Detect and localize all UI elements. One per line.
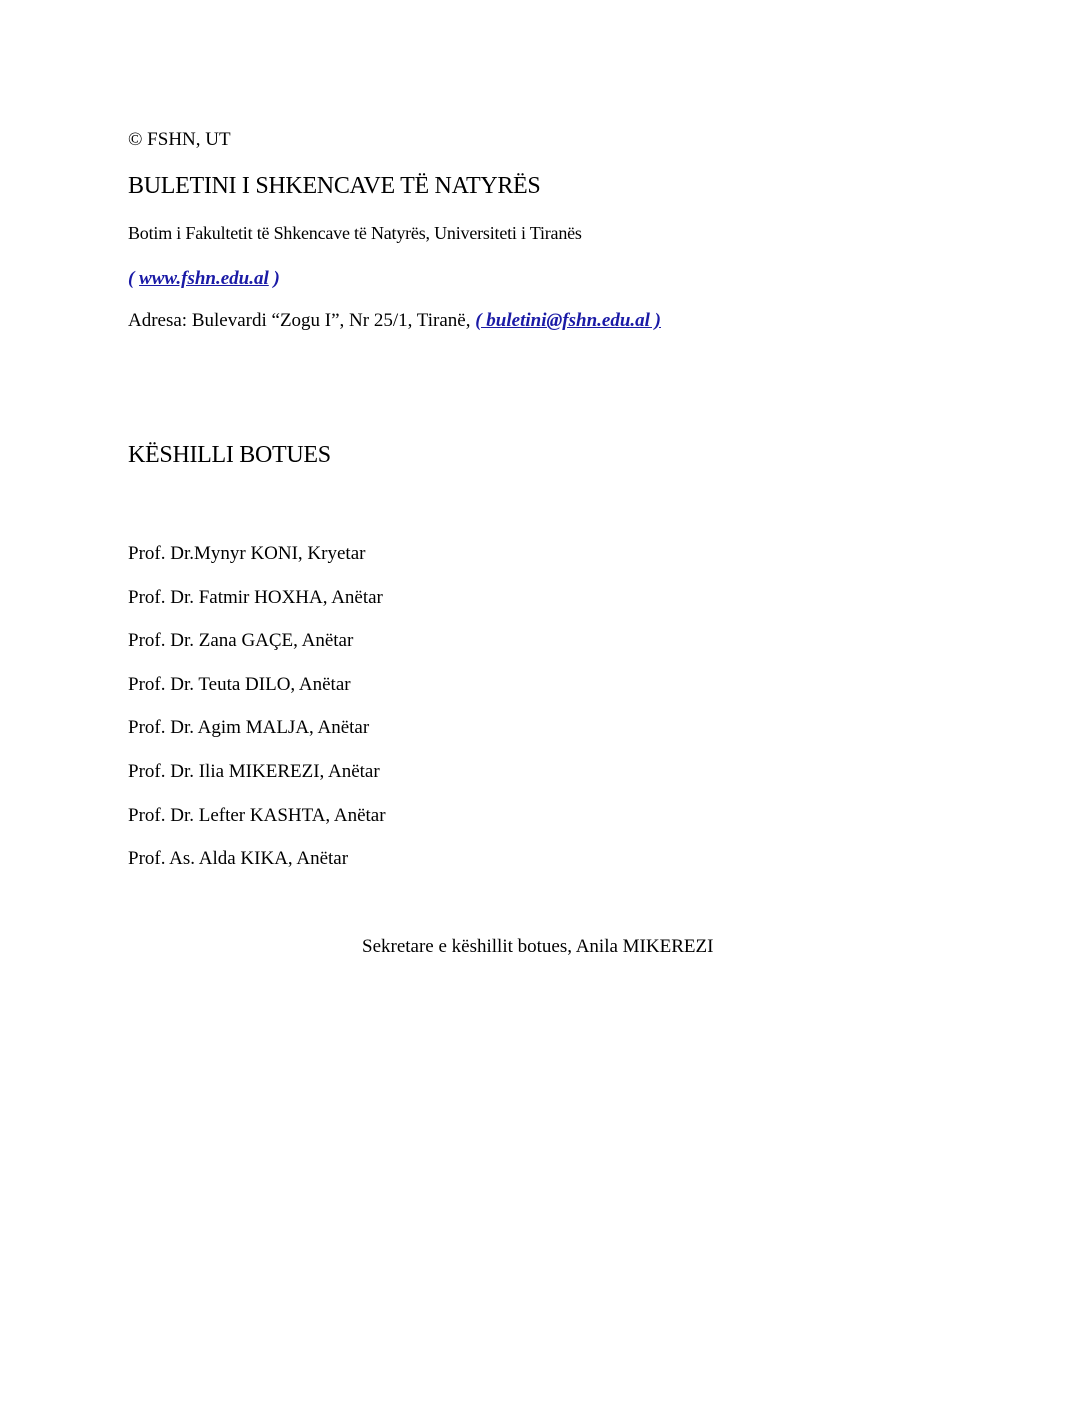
board-secretary: Sekretare e këshillit botues, Anila MIKEREZI <box>362 936 714 957</box>
board-member: Prof. Dr. Fatmir HOXHA, Anëtar <box>128 587 383 608</box>
copyright-notice: © FSHN, UT <box>128 129 231 150</box>
board-member: Prof. Dr. Ilia MIKEREZI, Anëtar <box>128 761 380 782</box>
board-member: Prof. Dr.Mynyr KONI, Kryetar <box>128 543 366 564</box>
email-link[interactable]: ( buletini@fshn.edu.al ) <box>475 310 661 331</box>
publisher-line: Botim i Fakultetit të Shkencave të Natyrës, Universiteti i Tiranës <box>128 223 582 243</box>
website-close-paren: ) <box>268 268 280 289</box>
address-line <box>128 311 661 330</box>
board-member: Prof. As. Alda KIKA, Anëtar <box>128 848 349 869</box>
board-member: Prof. Dr. Teuta DILO, Anëtar <box>128 674 351 695</box>
board-member: Prof. Dr. Lefter KASHTA, Anëtar <box>128 805 386 826</box>
publication-title: BULETINI I SHKENCAVE TË NATYRËS <box>128 173 541 199</box>
address-text: Adresa: Bulevardi “Zogu I”, Nr 25/1, Tiranë, <box>128 310 476 331</box>
website-link[interactable]: www.fshn.edu.al <box>139 268 269 289</box>
board-member: Prof. Dr. Agim MALJA, Anëtar <box>128 717 370 738</box>
website-line <box>128 269 280 288</box>
board-member: Prof. Dr. Zana GAÇE, Anëtar <box>128 630 354 651</box>
board-title: KËSHILLI BOTUES <box>128 442 331 468</box>
website-open-paren: ( <box>128 268 140 289</box>
